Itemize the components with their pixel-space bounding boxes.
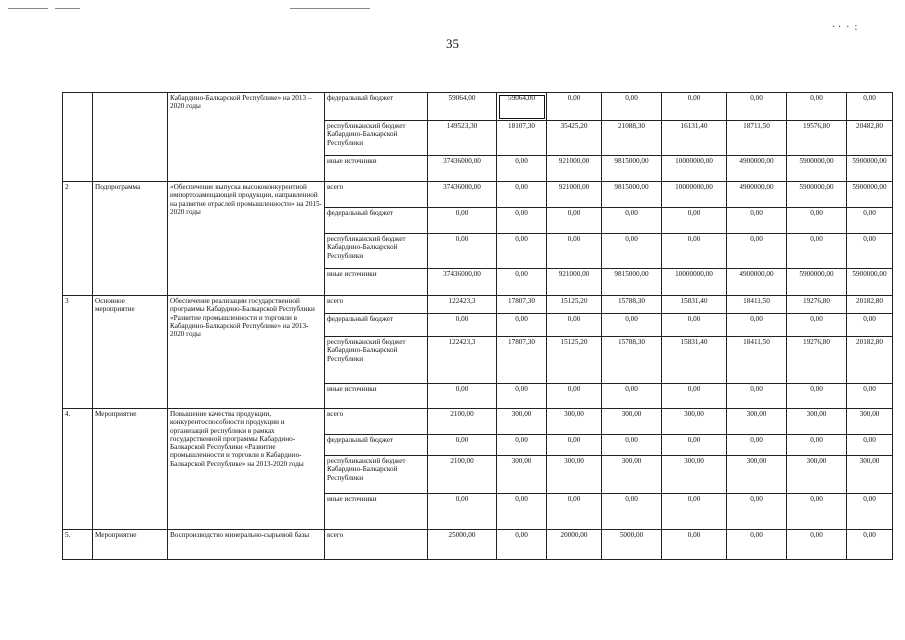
amount-cell: 921000,00 [547, 269, 602, 296]
table-row [63, 182, 893, 208]
funding-source: республиканский бюджет Кабардино-Балкарской Республики [325, 121, 428, 156]
amount-cell: 0,00 [602, 384, 662, 409]
amount-cell: 5900000,00 [787, 269, 847, 296]
funding-source: федеральный бюджет [325, 93, 428, 121]
amount-cell: 149523,30 [428, 121, 497, 156]
row-number [63, 93, 93, 182]
amount-cell: 300,00 [662, 409, 727, 435]
scan-mark: · · · : [832, 22, 858, 33]
amount-cell: 0,00 [727, 530, 787, 560]
amount-cell: 59064,00 [428, 93, 497, 121]
amount-cell: 0,00 [727, 384, 787, 409]
funding-source: всего [325, 409, 428, 435]
amount-cell: 122423,3 [428, 296, 497, 314]
amount-cell: 0,00 [497, 156, 547, 182]
amount-cell: 18107,30 [497, 121, 547, 156]
row-title: Кабардино-Балкарской Республике» на 2013 – 2020 годы [168, 93, 325, 182]
amount-cell: 0,00 [847, 93, 893, 121]
amount-cell: 0,00 [787, 435, 847, 456]
amount-cell: 0,00 [602, 93, 662, 121]
amount-cell: 300,00 [547, 409, 602, 435]
amount-cell: 0,00 [847, 494, 893, 530]
amount-cell: 0,00 [547, 208, 602, 234]
amount-cell: 35425,20 [547, 121, 602, 156]
amount-cell: 0,00 [547, 93, 602, 121]
amount-cell: 37436000,00 [428, 182, 497, 208]
amount-cell: 300,00 [727, 409, 787, 435]
row-number: 3 [63, 296, 93, 409]
amount-cell: 15125,20 [547, 337, 602, 384]
amount-cell: 4900000,00 [727, 182, 787, 208]
amount-cell: 0,00 [662, 234, 727, 269]
amount-cell: 20000,00 [547, 530, 602, 560]
top-rule-left [8, 8, 48, 9]
amount-cell: 4900000,00 [727, 156, 787, 182]
amount-cell: 15831,40 [662, 337, 727, 384]
row-kind: Мероприятие [93, 530, 168, 560]
amount-cell: 9815000,00 [602, 269, 662, 296]
amount-cell: 0,00 [602, 435, 662, 456]
amount-cell: 300,00 [497, 409, 547, 435]
amount-cell: 0,00 [662, 494, 727, 530]
amount-cell: 2100,00 [428, 409, 497, 435]
amount-cell: 0,00 [847, 384, 893, 409]
amount-cell: 0,00 [662, 208, 727, 234]
amount-cell: 0,00 [497, 234, 547, 269]
amount-cell: 18411,50 [727, 337, 787, 384]
amount-cell: 5900000,00 [847, 156, 893, 182]
amount-cell: 2100,00 [428, 456, 497, 494]
amount-cell: 300,00 [547, 456, 602, 494]
amount-cell: 0,00 [547, 234, 602, 269]
row-title: Обеспечение реализации государственной программы Кабардино-Балкарской Республики «Развитие промышленности и торговли в Кабардино-Балкарской Республике» на 2013-2020 годы [168, 296, 325, 409]
amount-cell: 20482,80 [847, 121, 893, 156]
funding-source: иные источники [325, 494, 428, 530]
amount-cell: 15788,30 [602, 337, 662, 384]
amount-cell: 0,00 [787, 314, 847, 337]
amount-cell: 21088,30 [602, 121, 662, 156]
amount-cell: 0,00 [497, 435, 547, 456]
row-number: 2 [63, 182, 93, 296]
amount-cell: 0,00 [787, 530, 847, 560]
amount-cell: 300,00 [847, 409, 893, 435]
amount-cell: 0,00 [497, 314, 547, 337]
amount-cell: 37436000,00 [428, 156, 497, 182]
funding-source: федеральный бюджет [325, 314, 428, 337]
amount-cell: 0,00 [662, 384, 727, 409]
amount-cell: 300,00 [847, 456, 893, 494]
amount-cell: 122423,3 [428, 337, 497, 384]
amount-cell: 0,00 [497, 530, 547, 560]
amount-cell: 0,00 [727, 234, 787, 269]
amount-cell: 5000,00 [602, 530, 662, 560]
amount-cell: 0,00 [497, 494, 547, 530]
amount-cell: 0,00 [662, 435, 727, 456]
amount-cell: 0,00 [847, 435, 893, 456]
table-row [63, 409, 893, 435]
funding-source: всего [325, 182, 428, 208]
amount-cell: 921000,00 [547, 182, 602, 208]
amount-cell: 17807,30 [497, 296, 547, 314]
row-number: 5. [63, 530, 93, 560]
funding-source: всего [325, 296, 428, 314]
table-row [63, 93, 893, 121]
amount-cell: 0,00 [727, 435, 787, 456]
amount-cell: 0,00 [602, 494, 662, 530]
amount-cell: 0,00 [547, 384, 602, 409]
amount-cell: 0,00 [787, 384, 847, 409]
amount-cell: 0,00 [847, 234, 893, 269]
amount-cell: 300,00 [727, 456, 787, 494]
amount-cell: 20182,80 [847, 337, 893, 384]
amount-cell: 0,00 [547, 314, 602, 337]
amount-cell: 0,00 [602, 208, 662, 234]
table-row [63, 530, 893, 560]
amount-cell: 17807,30 [497, 337, 547, 384]
amount-cell: 5900000,00 [787, 156, 847, 182]
page-number: 35 [446, 36, 459, 51]
table-row [63, 296, 893, 314]
amount-cell: 19576,80 [787, 121, 847, 156]
amount-cell: 10000000,00 [662, 156, 727, 182]
amount-cell: 300,00 [602, 456, 662, 494]
amount-cell: 0,00 [662, 314, 727, 337]
amount-cell: 9815000,00 [602, 182, 662, 208]
amount-cell: 20182,80 [847, 296, 893, 314]
funding-source: федеральный бюджет [325, 435, 428, 456]
amount-cell: 18711,50 [727, 121, 787, 156]
amount-cell: 19276,80 [787, 337, 847, 384]
amount-cell: 0,00 [497, 384, 547, 409]
amount-cell: 300,00 [787, 456, 847, 494]
amount-cell: 0,00 [727, 208, 787, 234]
amount-cell: 0,00 [428, 384, 497, 409]
amount-cell: 0,00 [727, 494, 787, 530]
funding-source: республиканский бюджет Кабардино-Балкарской Республики [325, 234, 428, 269]
top-rule-right [290, 8, 370, 9]
amount-cell: 0,00 [787, 208, 847, 234]
amount-cell: 15125,20 [547, 296, 602, 314]
amount-cell: 300,00 [787, 409, 847, 435]
row-kind [93, 93, 168, 182]
amount-cell: 9815000,00 [602, 156, 662, 182]
row-kind: Мероприятие [93, 409, 168, 530]
amount-cell: 0,00 [428, 234, 497, 269]
amount-cell: 5900000,00 [847, 269, 893, 296]
amount-cell: 0,00 [602, 314, 662, 337]
amount-cell: 16131,40 [662, 121, 727, 156]
amount-cell: 0,00 [497, 182, 547, 208]
amount-cell: 0,00 [662, 93, 727, 121]
amount-cell: 0,00 [787, 234, 847, 269]
amount-cell: 0,00 [787, 93, 847, 121]
amount-cell: 300,00 [662, 456, 727, 494]
funding-source: иные источники [325, 384, 428, 409]
amount-cell: 10000000,00 [662, 182, 727, 208]
amount-cell: 5900000,00 [787, 182, 847, 208]
amount-cell: 0,00 [787, 494, 847, 530]
row-title: Воспроизводство минерально-сырьевой базы [168, 530, 325, 560]
row-kind: Основное мероприятие [93, 296, 168, 409]
row-number: 4. [63, 409, 93, 530]
amount-cell: 0,00 [847, 530, 893, 560]
row-title: «Обеспечение выпуска высококонкурентной импортозамещающей продукции, направленной на развитие отраслей промышленности» на 2015-2020 годы [168, 182, 325, 296]
funding-source: республиканский бюджет Кабардино-Балкарской Республики [325, 337, 428, 384]
amount-cell: 0,00 [847, 314, 893, 337]
amount-cell: 19276,80 [787, 296, 847, 314]
top-rule-mid [55, 8, 80, 9]
funding-source: республиканский бюджет Кабардино-Балкарской Республики [325, 456, 428, 494]
amount-cell: 0,00 [428, 208, 497, 234]
amount-cell: 0,00 [662, 530, 727, 560]
amount-cell: 0,00 [497, 208, 547, 234]
amount-cell: 0,00 [727, 314, 787, 337]
row-kind: Подпрограмма [93, 182, 168, 296]
amount-cell: 0,00 [428, 435, 497, 456]
amount-cell: 37436000,00 [428, 269, 497, 296]
amount-cell: 0,00 [428, 314, 497, 337]
amount-cell: 0,00 [602, 234, 662, 269]
amount-cell: 25000,00 [428, 530, 497, 560]
funding-source: иные источники [325, 269, 428, 296]
amount-cell: 0,00 [727, 93, 787, 121]
amount-cell: 0,00 [847, 208, 893, 234]
amount-cell: 59064,00 [497, 93, 547, 121]
amount-cell: 18411,50 [727, 296, 787, 314]
amount-cell: 0,00 [497, 269, 547, 296]
amount-cell: 300,00 [497, 456, 547, 494]
amount-cell: 15788,30 [602, 296, 662, 314]
amount-cell: 0,00 [428, 494, 497, 530]
funding-source: федеральный бюджет [325, 208, 428, 234]
amount-cell: 300,00 [602, 409, 662, 435]
amount-cell: 0,00 [547, 494, 602, 530]
funding-source: иные источники [325, 156, 428, 182]
amount-cell: 4900000,00 [727, 269, 787, 296]
amount-cell: 15831,40 [662, 296, 727, 314]
row-title: Повышение качества продукции, конкурентоспособности продукции и организаций республики в рамках государственной программы Кабардино-Балкарской Республики «Развитие промышленности и торговли в Кабардино-Балкарской Республике» на 2013-2020 годы [168, 409, 325, 530]
budget-table [62, 92, 893, 560]
funding-source: всего [325, 530, 428, 560]
amount-cell: 10000000,00 [662, 269, 727, 296]
amount-cell: 921000,00 [547, 156, 602, 182]
amount-cell: 0,00 [547, 435, 602, 456]
amount-cell: 5900000,00 [847, 182, 893, 208]
